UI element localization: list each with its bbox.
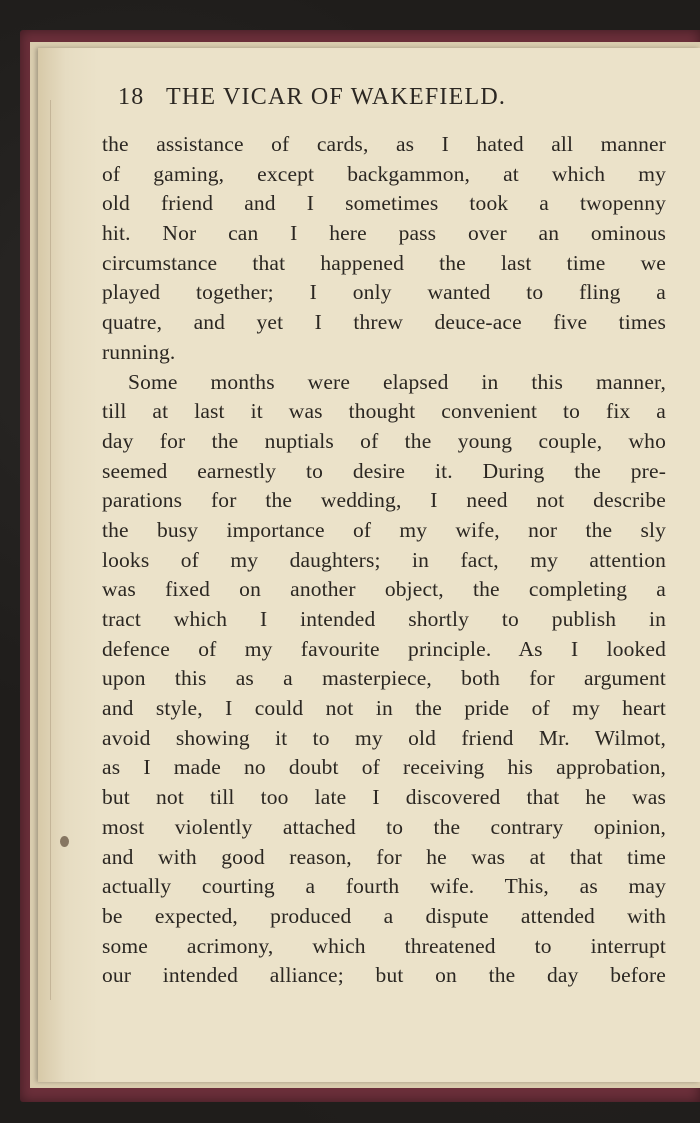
text-line: till at last it was thought convenient to fix a [102,399,666,424]
running-header [118,84,506,111]
running-title: THE VICAR OF WAKEFIELD. [166,84,507,110]
text-line: played together; I only wanted to fling a [102,280,666,305]
text-line: running. [102,339,176,364]
text-line: the busy importance of my wife, nor the sly [102,517,666,542]
text-line: defence of my favourite principle. As I looked [102,636,666,661]
text-line: avoid showing it to my old friend Mr. Wilmot, [102,725,666,750]
text-line: and with good reason, for he was at that time [102,844,666,869]
text-line: old friend and I sometimes took a twopenny [102,191,666,216]
text-line: be expected, produced a dispute attended with [102,903,666,928]
paragraph-start-line: Some months were elapsed in this manner, [128,369,666,394]
text-line: tract which I intended shortly to publish in [102,607,666,631]
text-line: looks of my daughters; in fact, my attention [102,547,666,572]
text-line: as I made no doubt of receiving his approbation, [102,755,666,780]
text-line: our intended alliance; but on the day before [102,963,666,988]
text-line: hit. Nor can I here pass over an ominous [102,221,666,246]
text-line: the assistance of cards, as I hated all manner [102,132,666,156]
text-line: parations for the wedding, I need not describe [102,488,666,513]
text-line: but not till too late I discovered that he was [102,785,666,810]
text-line: most violently attached to the contrary opinion, [102,814,666,839]
text-line: of gaming, except backgammon, at which my [102,161,666,186]
text-line: seemed earnestly to desire it. During the pre- [102,458,666,483]
text-line: day for the nuptials of the young couple, who [102,428,666,453]
text-line: and style, I could not in the pride of my heart [102,696,666,721]
text-line: actually courting a fourth wife. This, as may [102,874,666,899]
page-text [102,130,666,991]
text-line: was fixed on another object, the completing a [102,577,666,602]
text-line: some acrimony, which threatened to interrupt [102,933,666,958]
text-line: circumstance that happened the last time we [102,250,666,275]
page-gutter [50,100,51,1000]
ink-spot [60,836,69,847]
text-line: quatre, and yet I threw deuce-ace five times [102,310,666,335]
text-line: upon this as a masterpiece, both for argument [102,666,666,691]
page-number: 18 [118,84,145,110]
